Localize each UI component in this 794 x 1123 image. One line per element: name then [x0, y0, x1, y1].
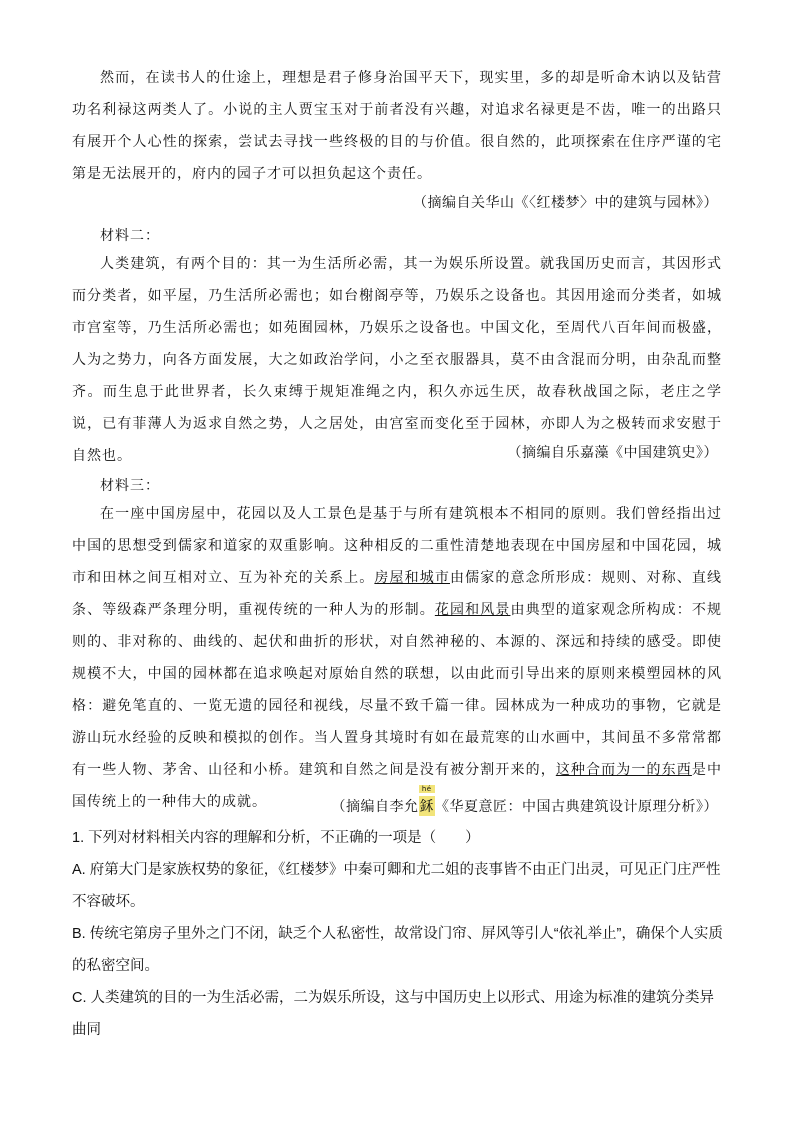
material-two-source: （摘编自乐嘉藻《中国建筑史》） [507, 445, 718, 461]
material-three-source [331, 785, 719, 816]
rare-character-with-pinyin [419, 785, 436, 816]
material-two-paragraph: 人类建筑，有两个目的：其一为生活所必需，其一为娱乐所设置。就我国历史而言，其因形式而分类者，如平屋，乃生活所必需也；如台榭阁亭等，乃娱乐之设备也。其因用途而分类者，如城市宫室等，乃生活所必需也；如苑囿园林，乃娱乐之设备也。中国文化，至周代八百年间而极盛，人为之势力，向各方面发展，大之如政治学问，小之至衣服器具，莫不由含混而分明，由杂乱而整齐。而生息于此世界者，长久束缚于规矩准绳之内，积久亦远生厌，故春秋战国之际，老庄之学说，已有菲薄人为返求自然之势，人之居处，由宫室而变化至于园林，亦即人为之极转而求安慰于自然也。 [72, 256, 722, 464]
material-one-closing-paragraph: 然而，在读书人的仕途上，理想是君子修身治国平天下，现实里，多的却是听命木讷以及钻营功名利禄这两类人了。小说的主人贾宝玉对于前者没有兴趣，对追求名禄更是不齿，唯一的出路只有展开个人心性的探索，尝试去寻找一些终极的目的与价值。很自然的，此项探索在住序严谨的宅第是无法展开的，府内的园子才可以担负起这个责任。 [72, 70, 722, 182]
material-one-source: （摘编自关华山《〈红楼梦〉中的建筑与园林》） [413, 195, 718, 211]
material-three-label: 材料三： [100, 478, 160, 494]
underlined-houses-and-cities: 房屋和城市 [374, 570, 450, 586]
underlined-unified-thing: 这种合而为一的东西 [555, 762, 692, 778]
source-suffix: 《华夏意匠：中国古典建筑设计原理分析》） [435, 799, 718, 815]
underlined-gardens-and-scenery: 花园和风景 [434, 602, 511, 618]
material-three-text-1: 在一座中国房屋中，花园以及人工景色是基于与所有建筑根本不相同的原则。我们曾经指出过中国的思想受到儒家和道家的双重影响。这种相反的二重性清楚地表现在中国房屋和中国花园，城市和田林之间互相对立、互为补充的关系上。 [72, 506, 722, 586]
material-three-text-2: 由儒家的意念所形成：规则、对称、直线条、等级森严条理分明，重视传统的一种人为的形制。 [72, 570, 723, 618]
material-three-text-3: 由典型的道家观念所构成：不规则的、非对称的、曲线的、起伏和曲折的形状，对自然神秘的、本源的、深远和持续的感受。即使规模不大，中国的园林都在追求唤起对原始自然的联想，以由此而引导出来的原则来模塑园林的风格：避免笔直的、一览无遗的园径和视线，尽量不致千篇一律。园林成为一种成功的事物，它就是游山玩水经验的反映和模拟的创作。当人置身其境时有如在最荒寒的山水画中，其间虽不多常常都有一些人物、茅舍、山径和小桥。建筑和自然之间是没有被分割开来的， [72, 602, 723, 778]
source-prefix: （摘编自李允 [331, 799, 419, 815]
material-three-paragraph [72, 498, 722, 818]
material-three-text-4: 是中国传统上的一种伟大的成就。 [72, 762, 723, 810]
option-b: B. 传统宅第房子里外之门不闭，缺乏个人私密性，故常设门帘、屏风等引人“依礼举止”，确保个人实质的私密空间。 [72, 926, 723, 974]
rare-character: 鉌 [419, 799, 434, 815]
pinyin-annotation: hé [419, 785, 436, 793]
material-two-label: 材料二： [100, 228, 160, 244]
option-a: A. 府第大门是家族权势的象征，《红楼梦》中秦可卿和尤二姐的丧事皆不由正门出灵，可见正门庄严性不容破坏。 [72, 862, 721, 910]
question-stem: 1. 下列对材料相关内容的理解和分析，不正确的一项是（ ） [72, 830, 480, 846]
option-c: C. 人类建筑的目的一为生活必需，二为娱乐所设，这与中国历史上以形式、用途为标准的建筑分类异曲同 [72, 990, 715, 1038]
